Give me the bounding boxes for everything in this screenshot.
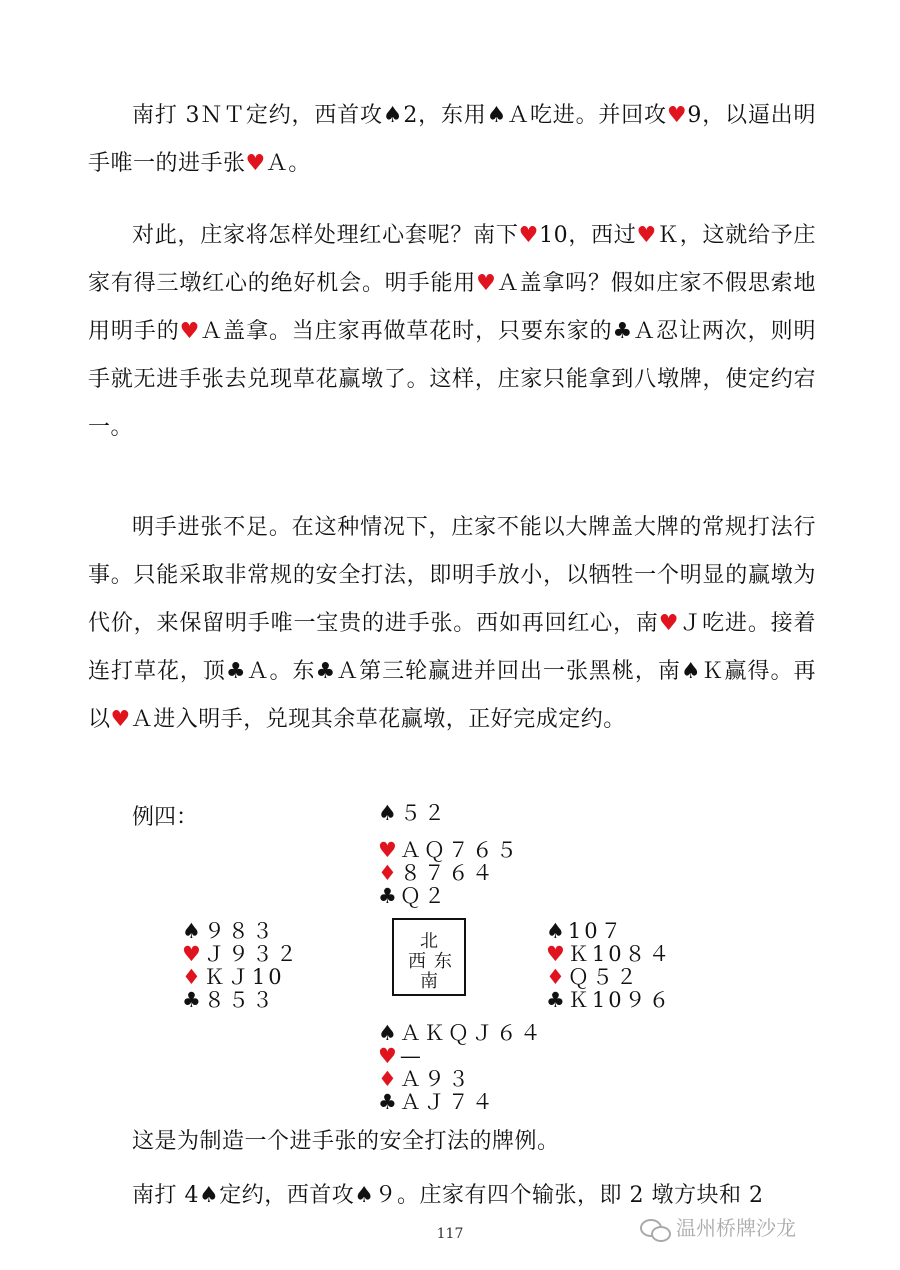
club-icon: ♣ — [378, 884, 400, 908]
north-hearts: ♥ＡＱ７６５ — [378, 838, 520, 862]
west-hand — [182, 920, 300, 1012]
south-diamonds: ♦Ａ９３ — [378, 1067, 472, 1091]
spade-icon: ♠ — [378, 1021, 400, 1045]
south-hand — [378, 1022, 544, 1114]
text-run: Ａ。 — [265, 151, 311, 176]
text-run: Ｋ，这就给予庄家有得三墩红心的绝好机会。明手能用 — [88, 223, 816, 296]
paragraph-3 — [88, 504, 816, 744]
club-icon: ♣ — [612, 319, 634, 344]
spade-icon: ♠ — [546, 919, 568, 943]
heart-icon: ♥ — [378, 838, 400, 862]
heart-icon: ♥ — [636, 223, 658, 248]
diamond-icon: ♦ — [378, 861, 400, 885]
diamond-icon: ♦ — [378, 1067, 400, 1091]
paragraph-5 — [88, 1118, 816, 1166]
text-run: 南打 3ＮＴ定约，西首攻 — [132, 103, 383, 128]
spade-icon: ♠ — [486, 103, 508, 128]
wechat-icon — [640, 1219, 670, 1241]
west-spades: ♠９８３ — [182, 919, 276, 943]
text-run: Ａ盖拿。当庄家再做草花时，只要东家的 — [200, 319, 613, 344]
north-diamonds: ♦８７６４ — [378, 861, 496, 885]
text-run: Ａ盖拿吗？假如庄家不假思索地用明手的 — [88, 271, 816, 344]
south-spades: ♠ＡＫＱＪ６４ — [378, 1021, 544, 1045]
text-run: Ａ进入明手，兑现其余草花赢墩，正好完成定约。 — [130, 707, 626, 732]
compass-south: 南 — [420, 971, 438, 992]
north-clubs: ♣Ｑ２ — [378, 884, 448, 908]
page-number: 117 — [436, 1226, 464, 1242]
east-hand — [546, 920, 673, 1012]
paragraph-1 — [88, 92, 816, 188]
east-clubs: ♣Ｋ10９６ — [546, 988, 673, 1012]
text-run: 南打 4 — [132, 1183, 199, 1208]
compass-north: 北 — [420, 931, 438, 952]
text-run: Ａ第三轮赢进并回出一张黑桃，南 — [336, 659, 681, 684]
west-clubs: ♣８５３ — [182, 988, 276, 1012]
west-hearts: ♥Ｊ９３２ — [182, 942, 300, 966]
west-diamonds: ♦ＫＪ10 — [182, 965, 285, 989]
club-icon: ♣ — [378, 1090, 400, 1114]
text-run: ９。庄家有四个输张，即 2 墩方块和 2 — [374, 1183, 764, 1208]
south-clubs: ♣ＡＪ７４ — [378, 1090, 496, 1114]
text-run: Ａ吃进。并回攻 — [507, 103, 667, 128]
spade-icon: ♠ — [378, 801, 400, 825]
compass-box — [392, 918, 466, 996]
compass-west: 西 — [408, 951, 426, 972]
text-run: 定约，西首攻 — [219, 1183, 355, 1208]
text-run: Ａ。东 — [246, 659, 316, 684]
text-run: Ｊ吃进。接着连打草花，顶 — [88, 611, 816, 684]
club-icon: ♣ — [182, 988, 204, 1012]
east-hearts: ♥Ｋ10８４ — [546, 942, 673, 966]
north-spades: ♠５２ — [378, 801, 448, 825]
watermark — [640, 1212, 796, 1241]
text-run: Ａ忍让两次，则明手就无进手张去兑现草花赢墩了。这样，庄家只能拿到八墩牌，使定约宕一。 — [88, 319, 816, 440]
spade-icon: ♠ — [182, 919, 204, 943]
heart-icon: ♥ — [179, 319, 201, 344]
club-icon: ♣ — [225, 659, 247, 684]
spade-icon: ♠ — [199, 1183, 220, 1208]
heart-icon: ♥ — [245, 151, 266, 176]
text-run: 9，以逼出明手唯一的进手张 — [88, 103, 816, 176]
text-run: 明手进张不足。在这种情况下，庄家不能以大牌盖大牌的常规打法行事。只能采取非常规的安全打法，即明手放小，以牺牲一个明显的赢墩为代价，来保留明手唯一宝贵的进手张。西如再回红心，南 — [88, 515, 816, 636]
text-run: 2，东用 — [403, 103, 487, 128]
text-run: 对此，庄家将怎样处理红心套呢？南下 — [132, 223, 519, 248]
diamond-icon: ♦ — [546, 965, 568, 989]
diamond-icon: ♦ — [182, 965, 204, 989]
text-run: Ｋ赢得。再以 — [88, 659, 816, 732]
compass-east: 东 — [434, 951, 452, 972]
heart-icon: ♥ — [518, 223, 540, 248]
heart-icon: ♥ — [182, 942, 204, 966]
text-run: 10，西过 — [539, 223, 637, 248]
watermark-text: 温州桥牌沙龙 — [676, 1216, 796, 1240]
club-icon: ♣ — [315, 659, 337, 684]
north-hand — [378, 802, 520, 908]
spade-icon: ♠ — [382, 103, 404, 128]
text-run: 这是为制造一个进手张的安全打法的牌例。 — [132, 1129, 560, 1154]
heart-icon: ♥ — [378, 1044, 400, 1068]
spade-icon: ♠ — [354, 1183, 375, 1208]
heart-icon: ♥ — [476, 271, 497, 296]
heart-icon: ♥ — [658, 611, 680, 636]
spade-icon: ♠ — [680, 659, 702, 684]
south-hearts: ♥— — [378, 1044, 424, 1068]
example-label: 例四： — [132, 805, 199, 830]
heart-icon: ♥ — [546, 942, 568, 966]
heart-icon: ♥ — [666, 103, 688, 128]
east-spades: ♠10７ — [546, 919, 625, 943]
east-diamonds: ♦Ｑ５２ — [546, 965, 640, 989]
heart-icon: ♥ — [110, 707, 131, 732]
paragraph-2 — [88, 212, 816, 452]
club-icon: ♣ — [546, 988, 568, 1012]
